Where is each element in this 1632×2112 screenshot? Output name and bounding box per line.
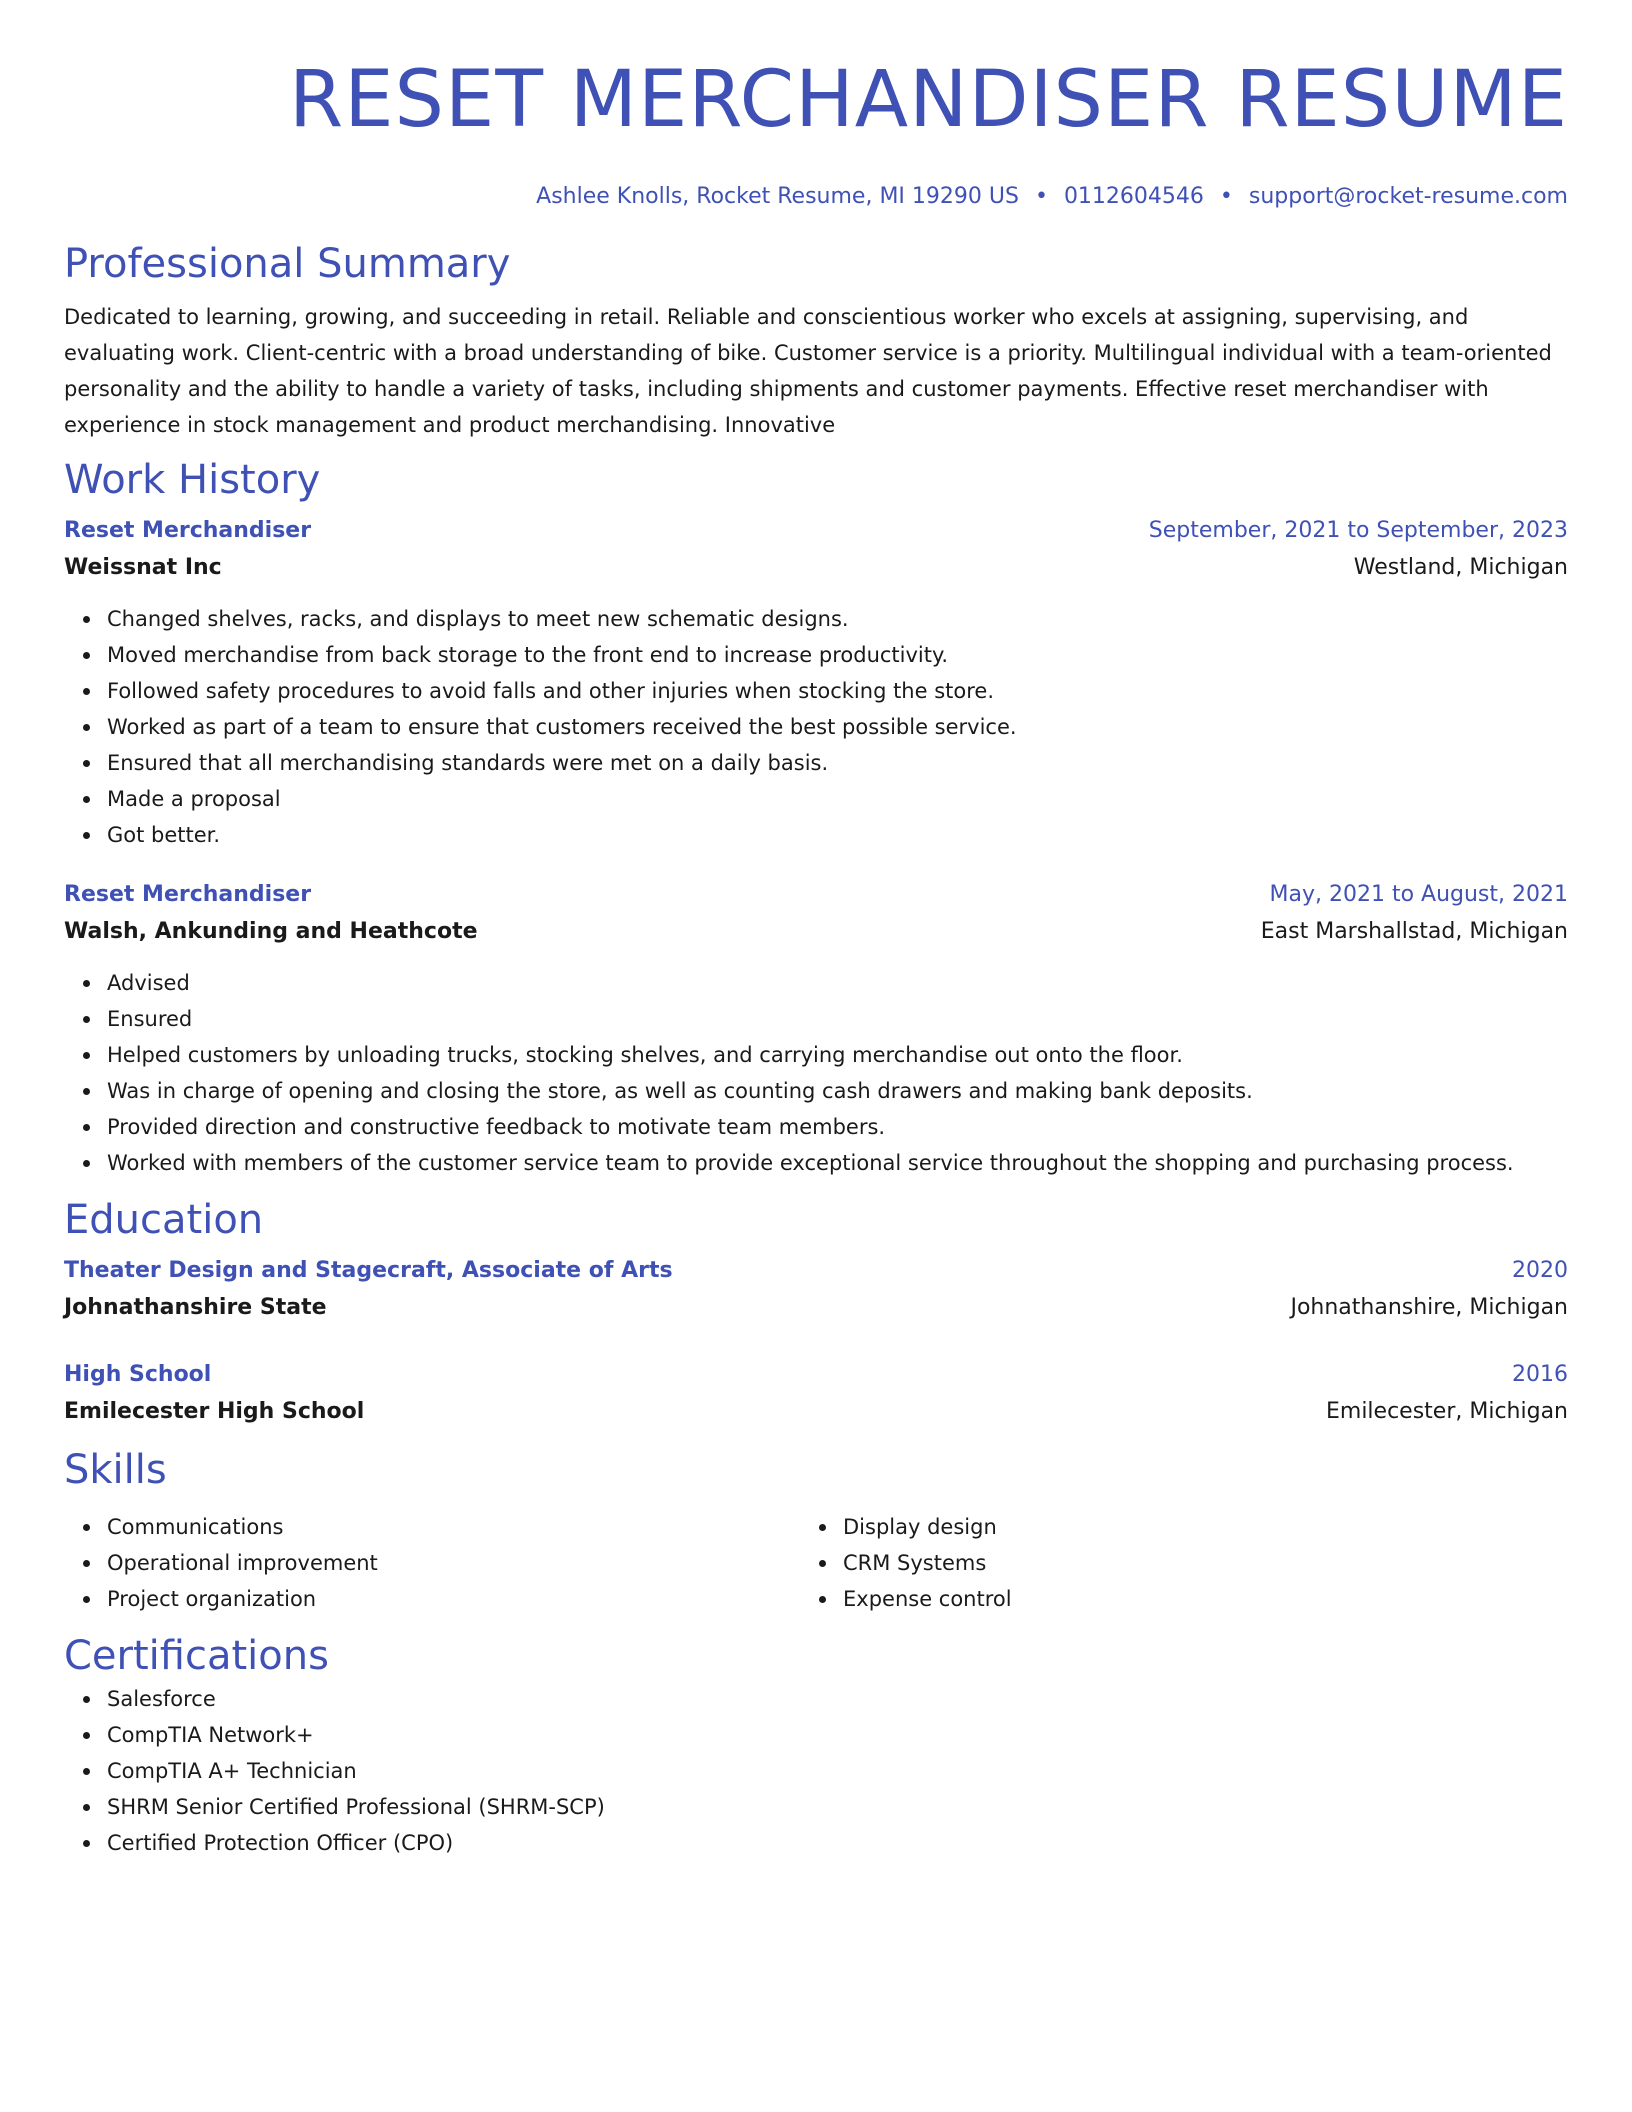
skill-item: Operational improvement	[107, 1545, 800, 1581]
job-dates: September, 2021 to September, 2023	[1148, 518, 1568, 543]
certification-item: Certified Protection Officer (CPO)	[107, 1825, 1568, 1861]
job-company-row	[64, 549, 1568, 587]
education-degree: High School	[64, 1362, 212, 1387]
skill-item: Communications	[107, 1509, 800, 1545]
contact-line	[64, 181, 1568, 213]
skills-column-right	[800, 1509, 1536, 1617]
job-bullet: Was in charge of opening and closing the store, as well as counting cash drawers and making bank deposits.	[107, 1073, 1568, 1109]
summary-text: Dedicated to learning, growing, and succeeding in retail. Reliable and conscientious worker who excels at assigning, supervising, and evaluating work. Client-centric with a broad understanding of bike. Customer service is a priority. Multilingual individual with a team-oriented personality and the ability to handle a variety of tasks, including shipments and customer payments. Effective reset merchandiser with experience in stock management and product merchandising. Innovative	[64, 305, 1552, 437]
job-dates: May, 2021 to August, 2021	[1269, 882, 1568, 907]
certification-item: CompTIA A+ Technician	[107, 1753, 1568, 1789]
job-company-row	[64, 913, 1568, 951]
job-bullet: Got better.	[107, 817, 1568, 853]
skills-column-left	[64, 1509, 800, 1617]
education-school: Johnathanshire State	[64, 1295, 327, 1320]
contact-separator: •	[1219, 184, 1233, 209]
job-entry	[64, 513, 1568, 853]
education-school: Emilecester High School	[64, 1399, 365, 1424]
job-company: Weissnat Inc	[64, 555, 222, 580]
job-company: Walsh, Ankunding and Heathcote	[64, 919, 478, 944]
skills-list	[800, 1509, 1536, 1617]
job-bullet: Worked with members of the customer service team to provide exceptional service throughout the shopping and purchasing process.	[107, 1145, 1568, 1181]
job-location: Westland, Michigan	[1353, 555, 1568, 580]
skills-list	[64, 1509, 800, 1617]
certification-item: Salesforce	[107, 1681, 1568, 1717]
job-title-row	[64, 513, 1568, 549]
contact-email: support@rocket-resume.com	[1248, 184, 1568, 209]
job-bullet: Followed safety procedures to avoid falls and other injuries when stocking the store.	[107, 673, 1568, 709]
certification-item: CompTIA Network+	[107, 1717, 1568, 1753]
contact-phone: 0112604546	[1063, 184, 1204, 209]
summary-heading: Professional Summary	[64, 241, 511, 287]
job-bullet: Ensured	[107, 1001, 1568, 1037]
education-degree: Theater Design and Stagecraft, Associate of Arts	[64, 1258, 673, 1283]
job-title-row	[64, 877, 1568, 913]
job-bullet: Ensured that all merchandising standards were met on a daily basis.	[107, 745, 1568, 781]
education-degree-row	[64, 1253, 1568, 1289]
education-degree-row	[64, 1357, 1568, 1393]
education-school-row	[64, 1289, 1568, 1327]
education-school-row	[64, 1393, 1568, 1431]
job-title: Reset Merchandiser	[64, 518, 312, 543]
job-location: East Marshallstad, Michigan	[1260, 919, 1568, 944]
job-bullet: Helped customers by unloading trucks, stocking shelves, and carrying merchandise out onto the floor.	[107, 1037, 1568, 1073]
education-entry	[64, 1357, 1568, 1431]
job-bullet: Made a proposal	[107, 781, 1568, 817]
resume-title: RESET MERCHANDISER RESUME	[289, 55, 1568, 145]
job-entry	[64, 877, 1568, 1181]
job-bullet: Worked as part of a team to ensure that customers received the best possible service.	[107, 709, 1568, 745]
job-bullet: Moved merchandise from back storage to the front end to increase productivity.	[107, 637, 1568, 673]
education-year: 2020	[1512, 1258, 1568, 1283]
certification-item: SHRM Senior Certified Professional (SHRM-SCP)	[107, 1789, 1568, 1825]
skills-columns	[64, 1509, 1568, 1617]
education-year: 2016	[1512, 1362, 1568, 1387]
education-location: Emilecester, Michigan	[1325, 1399, 1568, 1424]
work-history-heading: Work History	[64, 457, 321, 503]
education-entry	[64, 1253, 1568, 1327]
job-bullets	[64, 601, 1568, 853]
skill-item: Display design	[843, 1509, 1536, 1545]
skills-heading: Skills	[64, 1447, 167, 1493]
job-bullet: Advised	[107, 965, 1568, 1001]
job-bullet: Changed shelves, racks, and displays to meet new schematic designs.	[107, 601, 1568, 637]
job-bullet: Provided direction and constructive feedback to motivate team members.	[107, 1109, 1568, 1145]
skill-item: Project organization	[107, 1581, 800, 1617]
job-bullets	[64, 965, 1568, 1181]
contact-address: Ashlee Knolls, Rocket Resume, MI 19290 US	[536, 184, 1019, 209]
certifications-list	[64, 1681, 1568, 1861]
skill-item: CRM Systems	[843, 1545, 1536, 1581]
skill-item: Expense control	[843, 1581, 1536, 1617]
contact-separator: •	[1034, 184, 1048, 209]
education-heading: Education	[64, 1197, 264, 1243]
certifications-heading: Certifications	[64, 1633, 329, 1679]
job-title: Reset Merchandiser	[64, 882, 312, 907]
education-location: Johnathanshire, Michigan	[1290, 1295, 1568, 1320]
